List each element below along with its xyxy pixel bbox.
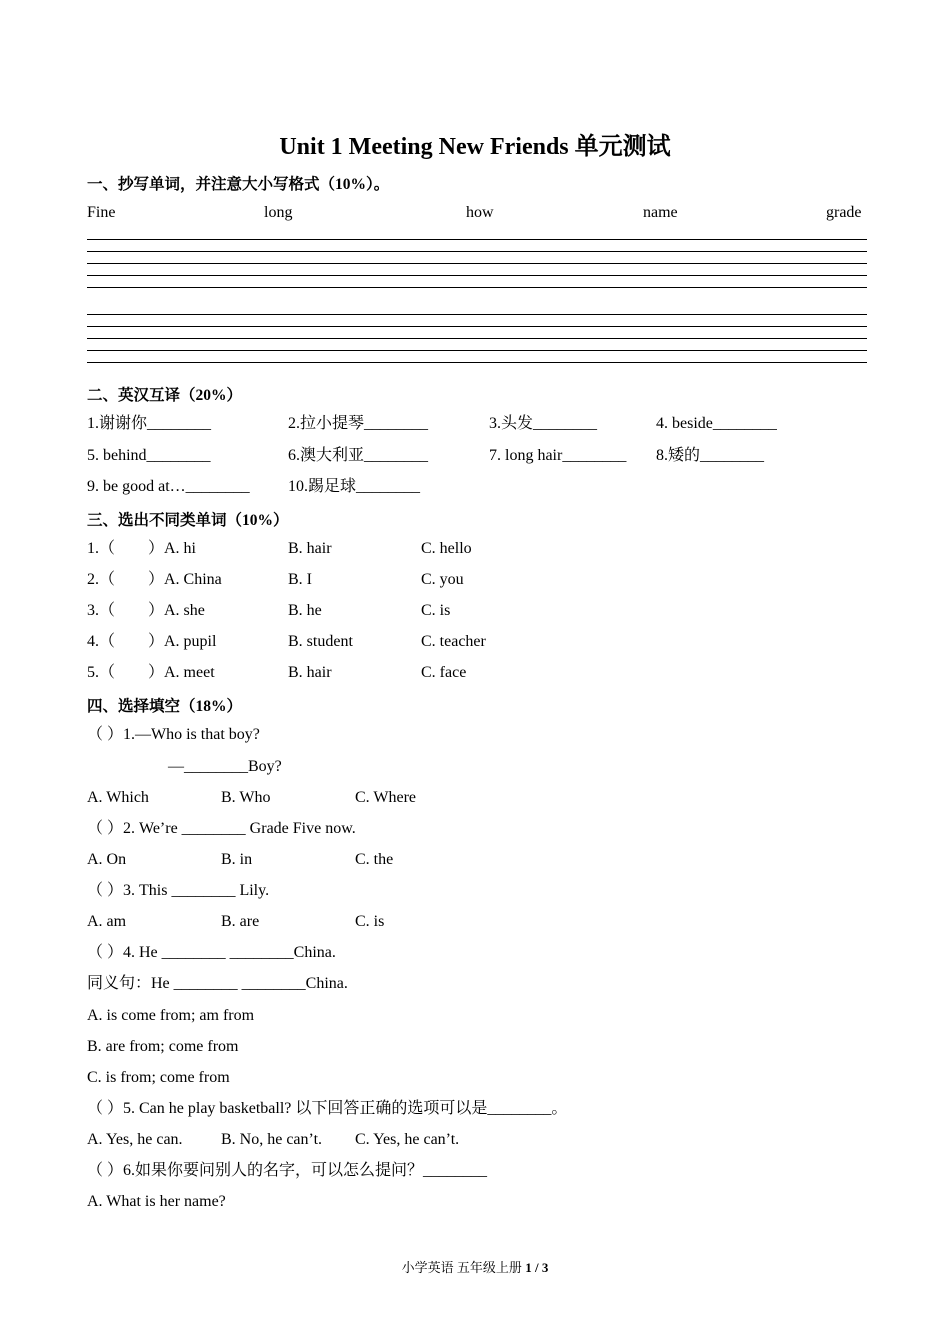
page-separator: / xyxy=(531,1260,542,1275)
option-b: B. hair xyxy=(288,540,332,557)
option-a: A. On xyxy=(87,851,127,868)
section2-heading: 二、英汉互译（20%） xyxy=(87,387,243,404)
option-b: B. in xyxy=(221,851,253,868)
section3-heading: 三、选出不同类单词（10%） xyxy=(87,512,289,529)
translation-item: 6.澳大利亚________ xyxy=(288,447,429,464)
option-c: C. hello xyxy=(421,540,472,557)
option-a: A. is come from; am from xyxy=(87,1007,255,1024)
question-4: （ ）4. He ________ ________China. xyxy=(87,944,336,961)
option-a: A. Yes, he can. xyxy=(87,1131,183,1148)
option-c: C. is xyxy=(355,913,385,930)
option-c: C. is from; come from xyxy=(87,1069,230,1086)
copy-word: how xyxy=(466,204,494,221)
option-a: ）A. meet xyxy=(148,664,215,681)
option-b: B. he xyxy=(288,602,322,619)
question-1: （ ）1.—Who is that boy? xyxy=(87,726,260,743)
translation-item: 4. beside________ xyxy=(656,415,777,432)
section4-heading: 四、选择填空（18%） xyxy=(87,698,243,715)
writing-line[interactable] xyxy=(87,350,867,351)
translation-item: 8.矮的________ xyxy=(656,447,765,464)
option-b: B. are from; come from xyxy=(87,1038,239,1055)
translation-item: 2.拉小提琴________ xyxy=(288,415,429,432)
question-number: 4.（ xyxy=(87,633,116,650)
option-a: ）A. China xyxy=(148,571,222,588)
option-a: ）A. pupil xyxy=(148,633,217,650)
option-c: C. is xyxy=(421,602,451,619)
translation-item: 1.谢谢你________ xyxy=(87,415,212,432)
option-c: C. Yes, he can’t. xyxy=(355,1131,460,1148)
writing-line[interactable] xyxy=(87,326,867,327)
option-c: C. face xyxy=(421,664,467,681)
option-b: B. student xyxy=(288,633,353,650)
question-number: 2.（ xyxy=(87,571,116,588)
writing-line[interactable] xyxy=(87,263,867,264)
copy-word: Fine xyxy=(87,204,116,221)
synonym-sentence: 同义句：He ________ ________China. xyxy=(87,975,348,992)
copy-word: name xyxy=(643,204,678,221)
option-b: B. No, he can’t. xyxy=(221,1131,323,1148)
writing-line[interactable] xyxy=(87,275,867,276)
option-a: ）A. hi xyxy=(148,540,197,557)
writing-line[interactable] xyxy=(87,314,867,315)
translation-item: 9. be good at…________ xyxy=(87,478,250,495)
translation-item: 5. behind________ xyxy=(87,447,211,464)
writing-line[interactable] xyxy=(87,287,867,288)
page-footer xyxy=(0,1257,950,1276)
writing-line[interactable] xyxy=(87,251,867,252)
writing-line[interactable] xyxy=(87,338,867,339)
page-total: 3 xyxy=(541,1260,549,1275)
question-6: （ ）6.如果你要问别人的名字，可以怎么提问？________ xyxy=(87,1162,488,1179)
translation-item: 10.踢足球________ xyxy=(288,478,421,495)
option-c: C. Where xyxy=(355,789,417,806)
option-c: C. teacher xyxy=(421,633,486,650)
option-c: C. you xyxy=(421,571,464,588)
question-2: （ ）2. We’re ________ Grade Five now. xyxy=(87,820,356,837)
copy-word: grade xyxy=(826,204,862,221)
question-5: （ ）5. Can he play basketball? 以下回答正确的选项可以是________。 xyxy=(87,1100,568,1117)
answer-line: —________Boy? xyxy=(168,758,282,775)
translation-item: 7. long hair________ xyxy=(489,447,627,464)
writing-line[interactable] xyxy=(87,239,867,240)
option-c: C. the xyxy=(355,851,394,868)
question-number: 5.（ xyxy=(87,664,116,681)
option-b: B. I xyxy=(288,571,312,588)
section1-heading: 一、抄写单词，并注意大小写格式（10%）。 xyxy=(87,176,390,193)
question-3: （ ）3. This ________ Lily. xyxy=(87,882,270,899)
option-b: B. hair xyxy=(288,664,332,681)
question-number: 1.（ xyxy=(87,540,116,557)
option-a: A. am xyxy=(87,913,127,930)
option-b: B. Who xyxy=(221,789,271,806)
page-title: Unit 1 Meeting New Friends 单元测试 xyxy=(279,134,671,160)
question-number: 3.（ xyxy=(87,602,116,619)
copy-word: long xyxy=(264,204,293,221)
option-a: A. What is her name? xyxy=(87,1193,226,1210)
option-a: A. Which xyxy=(87,789,149,806)
footer-text: 小学英语 五年级上册 xyxy=(401,1260,522,1275)
page-number: 1 xyxy=(525,1260,532,1275)
option-b: B. are xyxy=(221,913,260,930)
option-a: ）A. she xyxy=(148,602,205,619)
translation-item: 3.头发________ xyxy=(489,415,598,432)
writing-line[interactable] xyxy=(87,362,867,363)
